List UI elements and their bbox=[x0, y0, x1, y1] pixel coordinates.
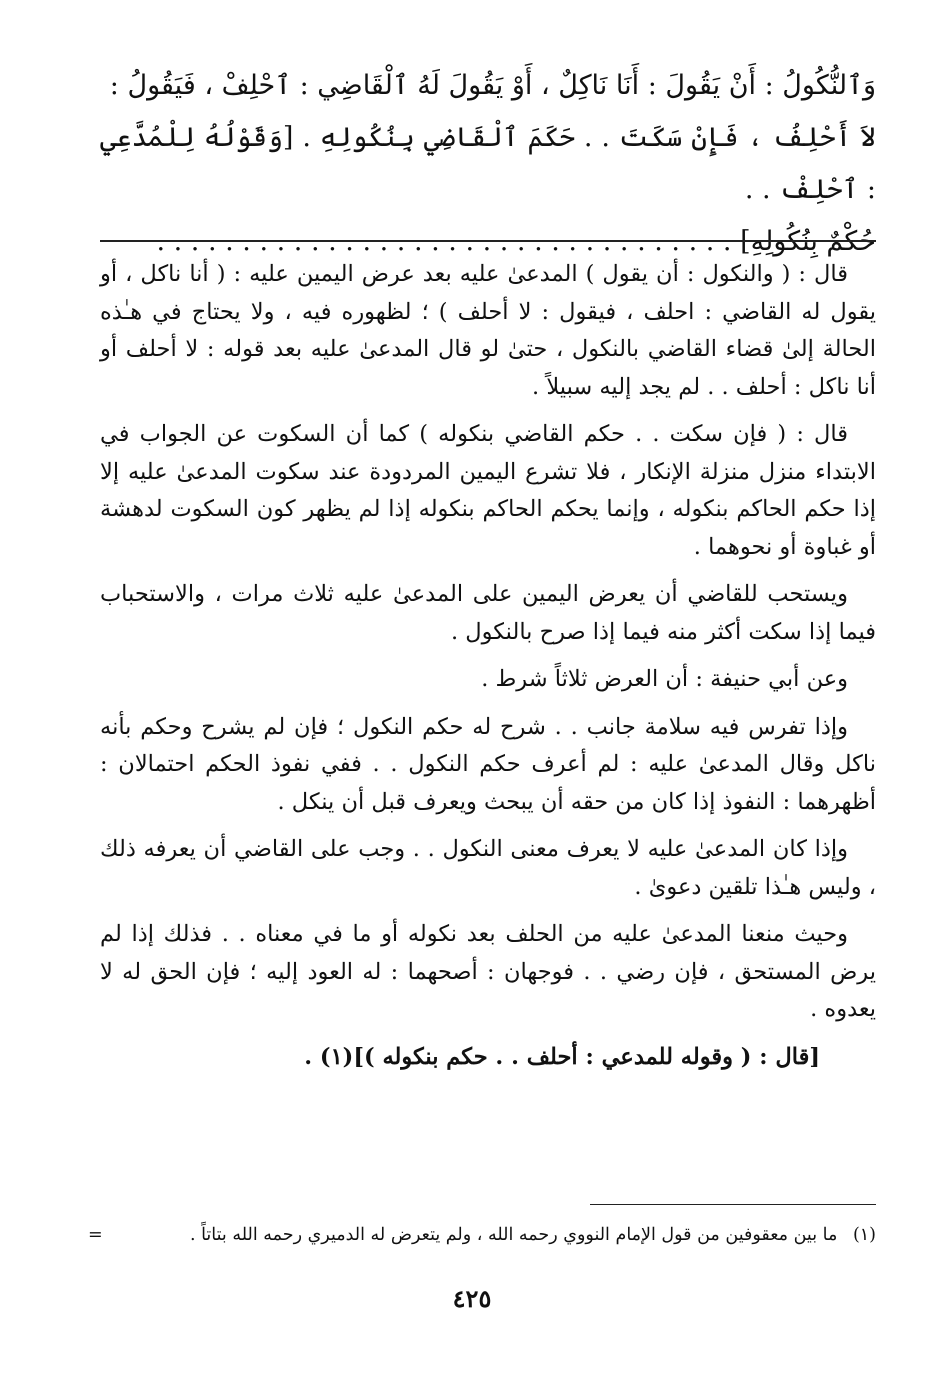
paragraph-5 bbox=[100, 709, 876, 822]
matn-separator-rule bbox=[100, 240, 876, 242]
paragraph-7-text: وحيث منعنا المدعىٰ عليه من الحلف بعد نكوله أو ما في معناه . . فذلك إذا لم يرض المستحق ، فإن رضي . . فوجهان : أصحهما : له العود إليه ؛ فإن الحق له لا يعدوه . bbox=[100, 921, 876, 1022]
footnote-continuation-mark: = bbox=[88, 1225, 103, 1245]
footnote-number: (١) bbox=[852, 1225, 876, 1245]
paragraph-5-text: وإذا تفرس فيه سلامة جانب . . شرح له حكم النكول ؛ فإن لم يشرح وحكم بأنه ناكل وقال المدعىٰ عليه : لم أعرف حكم النكول . . ففي نفوذ الحكم احتمالان : أظهرهما : النفوذ إذا كان من حقه أن يبحث ويعرف قبل أن ينكل . bbox=[100, 713, 876, 815]
footnote bbox=[88, 1222, 876, 1248]
footnote-text: ما بين معقوفين من قول الإمام النووي رحمه الله ، ولم يتعرض له الدميري رحمه الله بتاتاً . bbox=[189, 1225, 838, 1245]
page-number: ٤٢٥ bbox=[452, 1284, 492, 1313]
paragraph-8 bbox=[100, 1039, 876, 1077]
paragraph-8-text: [قال : ( وقوله للمدعي : أحلف . . حكم بنكوله )](١) . bbox=[304, 1043, 820, 1070]
matn-line-2: لاَ أَحْلِفُ ، فَإِنْ سَكَتَ . . حَكَمَ ٱلْقَاضِي بِنُكُولِهِ . [وَقَوْلُهُ لِلْمُدَّعِي : ٱحْلِفْ . . bbox=[100, 122, 876, 205]
footnote-body bbox=[190, 1222, 876, 1248]
paragraph-4 bbox=[100, 661, 876, 699]
paragraph-6-text: وإذا كان المدعىٰ عليه لا يعرف معنى النكول . . وجب على القاضي أن يعرفه ذلك ، وليس هـٰذا تلقين دعوىٰ . bbox=[100, 836, 876, 900]
paragraph-3-text: ويستحب للقاضي أن يعرض اليمين على المدعىٰ عليه ثلاث مرات ، والاستحباب فيما إذا سكت أكثر منه فيما إذا صرح بالنكول . bbox=[100, 581, 876, 645]
matn-line-1: وَٱلنُّكُولُ : أَنْ يَقُولَ : أَنَا نَاكِلٌ ، أَوْ يَقُولَ لَهُ ٱلْقَاضِي : ٱحْلِفْ ، فَيَقُولُ : bbox=[109, 70, 876, 101]
paragraph-1-text: قال : ( والنكول : أن يقول ) المدعىٰ عليه بعد عرض اليمين عليه : ( أنا ناكل ، أو يقول له القاضي : احلف ، فيقول : لا أحلف ) ؛ لظهوره فيه ، ولا يحتاج في هـٰذه الحالة إلىٰ قضاء القاضي بالنكول ، حتىٰ لو قال المدعىٰ عليه بعد قوله : لا أحلف أو أنا ناكل : أحلف . . لم يجد إليه سبيلاً . bbox=[100, 261, 876, 400]
paragraph-4-text: وعن أبي حنيفة : أن العرض ثلاثاً شرط . bbox=[481, 666, 848, 692]
paragraph-7 bbox=[100, 916, 876, 1029]
paragraph-2 bbox=[100, 416, 876, 566]
footnote-separator-rule bbox=[590, 1204, 876, 1205]
paragraph-2-text: قال : ( فإن سكت . . حكم القاضي بنكوله ) كما أن السكوت عن الجواب في الابتداء منزل منزلة الإنكار ، فلا تشرع اليمين المردودة عند سكوت المدعىٰ عليه إلا إذا حكم الحاكم بنكوله ، وإنما يحكم الحاكم بنكوله إذا لم يظهر كون السكوت لدهشة أو غباوة أو نحوهما . bbox=[100, 421, 876, 560]
paragraph-1 bbox=[100, 256, 876, 406]
paragraph-6 bbox=[100, 831, 876, 906]
paragraph-3 bbox=[100, 576, 876, 651]
commentary-text bbox=[100, 256, 876, 1086]
matn-text bbox=[100, 60, 876, 268]
matn-line-3: حُكْمٌ بِنُكُولِهِ] . . . . . . . . . . . . . . . . . . . . . . . . . . . . . . . . . . bbox=[156, 226, 876, 257]
